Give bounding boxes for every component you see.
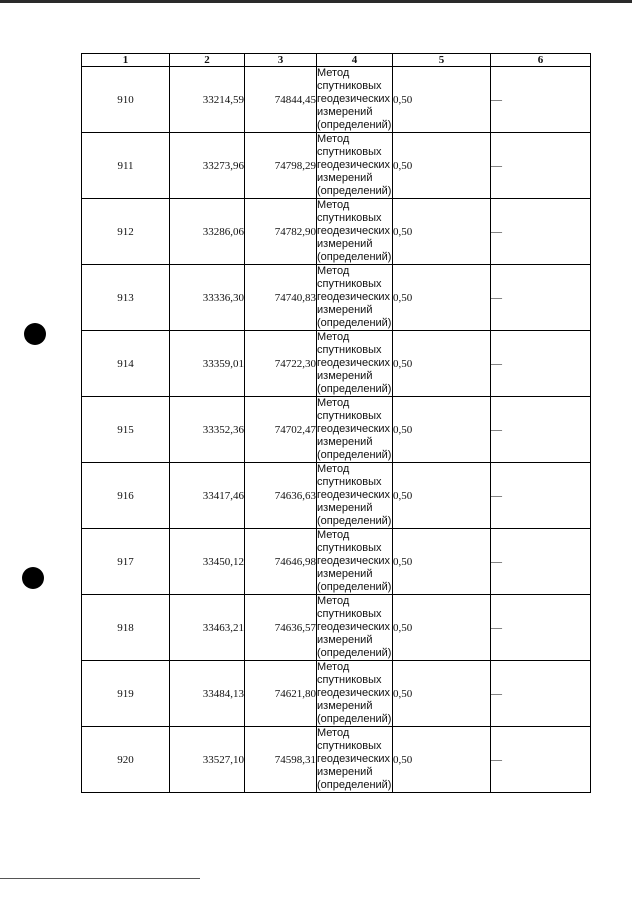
table-header (82, 54, 591, 67)
coordinate-y: 74844,45 (245, 67, 317, 133)
table-row (82, 265, 591, 331)
accuracy-cell: 0,50 (393, 661, 491, 727)
point-number: 910 (82, 67, 170, 133)
coordinate-y: 74740,83 (245, 265, 317, 331)
note-cell: — (491, 529, 591, 595)
table-row (82, 199, 591, 265)
coordinate-x: 33352,36 (170, 397, 245, 463)
method-cell: Метод спутниковых геодезических измерений (определений) (317, 661, 392, 725)
table-body (82, 67, 591, 793)
coordinate-x: 33417,46 (170, 463, 245, 529)
point-number: 917 (82, 529, 170, 595)
point-number: 911 (82, 133, 170, 199)
table-row (82, 661, 591, 727)
coordinate-y: 74722,30 (245, 331, 317, 397)
method-cell: Метод спутниковых геодезических измерений (определений) (317, 133, 392, 197)
coordinate-x: 33450,12 (170, 529, 245, 595)
note-cell: — (491, 397, 591, 463)
table-row (82, 463, 591, 529)
note-cell: — (491, 595, 591, 661)
method-cell: Метод спутниковых геодезических измерений (определений) (317, 331, 392, 395)
coordinate-y: 74646,98 (245, 529, 317, 595)
note-cell: — (491, 133, 591, 199)
accuracy-cell: 0,50 (393, 265, 491, 331)
coordinate-y: 74782,90 (245, 199, 317, 265)
coordinate-y: 74636,57 (245, 595, 317, 661)
point-number: 916 (82, 463, 170, 529)
accuracy-cell: 0,50 (393, 463, 491, 529)
note-cell: — (491, 199, 591, 265)
accuracy-cell: 0,50 (393, 331, 491, 397)
method-cell: Метод спутниковых геодезических измерений (определений) (317, 595, 392, 659)
method-cell: Метод спутниковых геодезических измерений (определений) (317, 397, 392, 461)
coordinate-x: 33273,96 (170, 133, 245, 199)
coordinate-x: 33214,59 (170, 67, 245, 133)
header-col-1: 1 (82, 54, 170, 67)
coordinate-y: 74702,47 (245, 397, 317, 463)
point-number: 912 (82, 199, 170, 265)
note-cell: — (491, 67, 591, 133)
table-row (82, 529, 591, 595)
punch-hole (24, 323, 46, 345)
method-cell: Метод спутниковых геодезических измерений (определений) (317, 265, 392, 329)
coordinate-x: 33336,30 (170, 265, 245, 331)
accuracy-cell: 0,50 (393, 199, 491, 265)
coordinates-table (81, 53, 591, 793)
point-number: 919 (82, 661, 170, 727)
accuracy-cell: 0,50 (393, 397, 491, 463)
method-cell: Метод спутниковых геодезических измерений (определений) (317, 727, 392, 791)
accuracy-cell: 0,50 (393, 727, 491, 793)
coordinate-x: 33527,10 (170, 727, 245, 793)
header-col-4: 4 (317, 54, 393, 67)
header-col-3: 3 (245, 54, 317, 67)
table-row (82, 133, 591, 199)
coordinate-x: 33484,13 (170, 661, 245, 727)
note-cell: — (491, 331, 591, 397)
coordinate-x: 33359,01 (170, 331, 245, 397)
coordinate-x: 33463,21 (170, 595, 245, 661)
table-row (82, 595, 591, 661)
coordinate-y: 74636,63 (245, 463, 317, 529)
table-row (82, 67, 591, 133)
header-row (82, 54, 591, 67)
header-col-6: 6 (491, 54, 591, 67)
method-cell: Метод спутниковых геодезических измерений (определений) (317, 67, 392, 131)
coordinate-x: 33286,06 (170, 199, 245, 265)
coordinate-y: 74621,80 (245, 661, 317, 727)
table-row (82, 727, 591, 793)
page-top-edge (0, 0, 632, 3)
table-row (82, 331, 591, 397)
punch-hole (22, 567, 44, 589)
point-number: 914 (82, 331, 170, 397)
note-cell: — (491, 265, 591, 331)
accuracy-cell: 0,50 (393, 529, 491, 595)
header-col-5: 5 (393, 54, 491, 67)
page-bottom-line (0, 878, 200, 879)
point-number: 913 (82, 265, 170, 331)
accuracy-cell: 0,50 (393, 595, 491, 661)
coordinate-y: 74798,29 (245, 133, 317, 199)
method-cell: Метод спутниковых геодезических измерений (определений) (317, 529, 392, 593)
point-number: 915 (82, 397, 170, 463)
method-cell: Метод спутниковых геодезических измерений (определений) (317, 463, 392, 527)
table-row (82, 397, 591, 463)
accuracy-cell: 0,50 (393, 67, 491, 133)
note-cell: — (491, 661, 591, 727)
point-number: 918 (82, 595, 170, 661)
point-number: 920 (82, 727, 170, 793)
method-cell: Метод спутниковых геодезических измерений (определений) (317, 199, 392, 263)
accuracy-cell: 0,50 (393, 133, 491, 199)
note-cell: — (491, 727, 591, 793)
coordinate-y: 74598,31 (245, 727, 317, 793)
note-cell: — (491, 463, 591, 529)
header-col-2: 2 (170, 54, 245, 67)
